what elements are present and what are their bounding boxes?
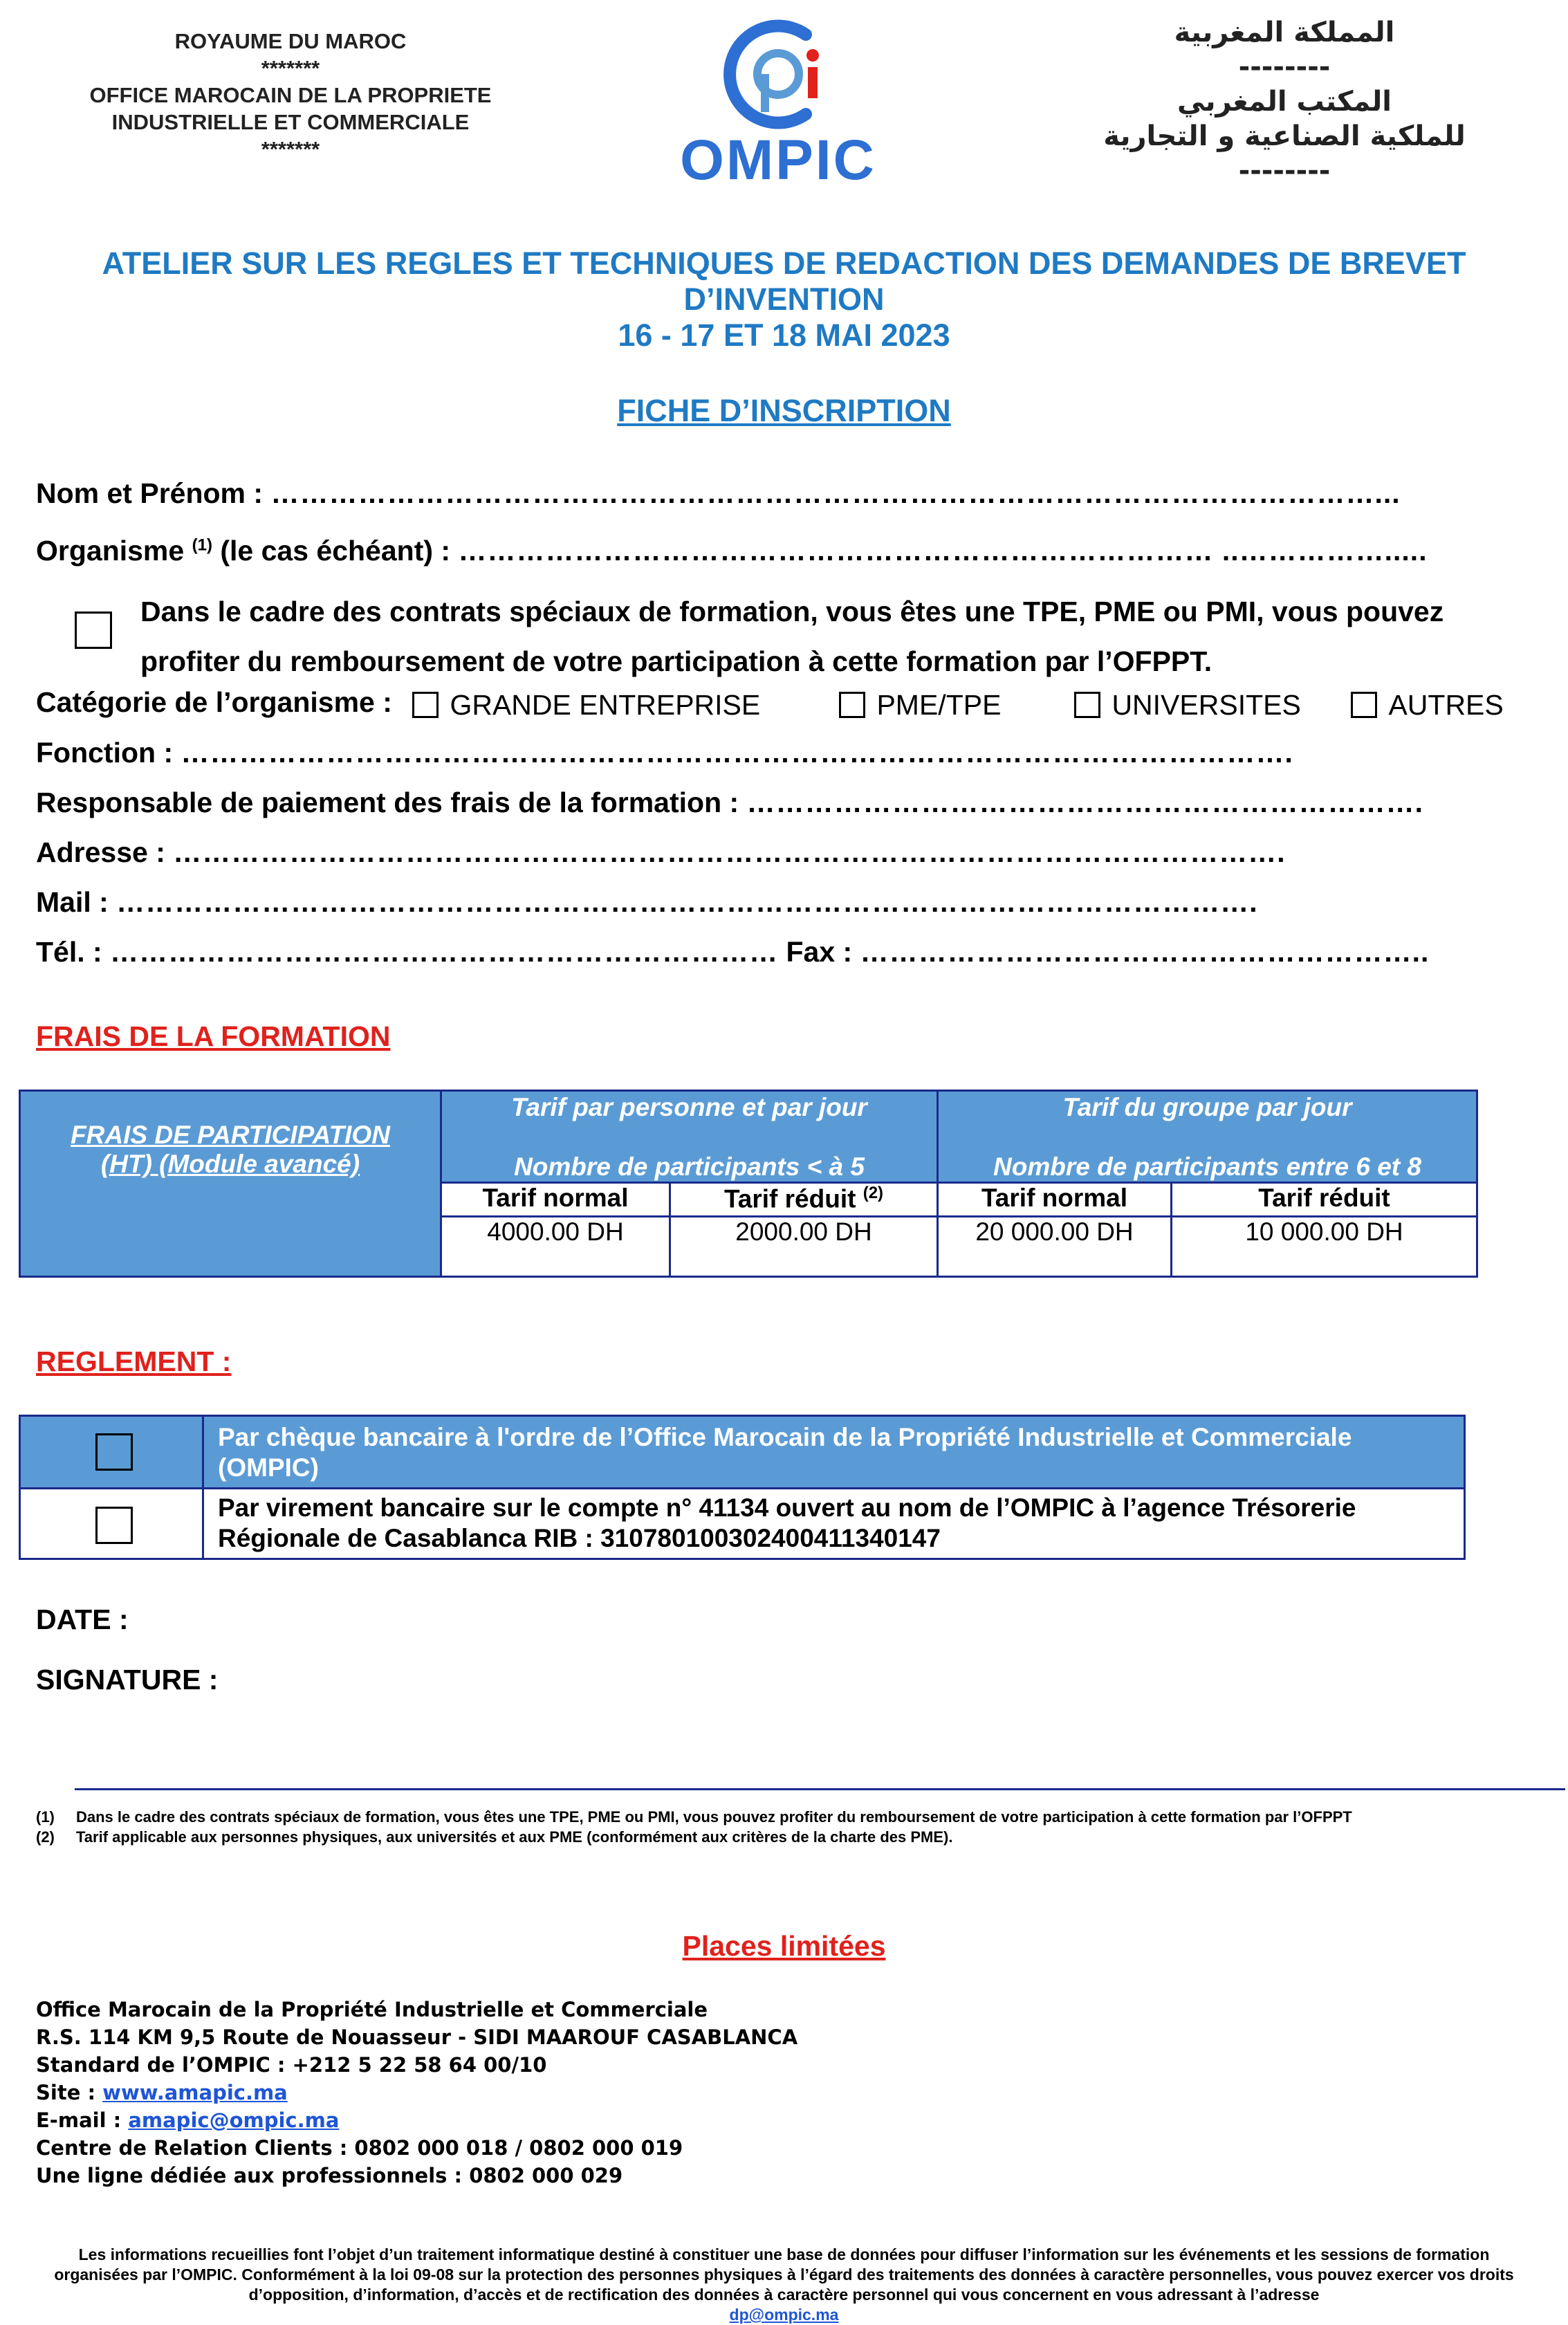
- virement-checkbox[interactable]: [95, 1507, 133, 1544]
- fees-subheader: Tarif normal: [981, 1184, 1128, 1212]
- footnote-item: [36, 1827, 1558, 1847]
- table-divider: [21, 1487, 1464, 1489]
- contact-site-row: [36, 2079, 797, 2106]
- organisme-label-suffix: (le cas échéant) :: [220, 535, 451, 567]
- fees-row-header-cell: [21, 1092, 440, 1276]
- fees-col-header-line: Nombre de participants < à 5: [514, 1152, 865, 1181]
- virement-option-text: Par virement bancaire sur le compte n° 41134 ouvert au nom de l’OMPIC à l’agence Trésorerie Régionale de Casablanca RIB : 310780100302400411340147: [218, 1494, 1356, 1552]
- fees-value: 4000.00 DH: [487, 1217, 624, 1246]
- places-limitees-text: Places limitées: [682, 1930, 886, 1962]
- organisme-row: [36, 535, 1428, 567]
- header-left-line: *******: [261, 56, 320, 80]
- fiche-title: FICHE D’INSCRIPTION: [617, 393, 951, 428]
- table-divider: [440, 1215, 1476, 1217]
- page-title: [55, 246, 1513, 353]
- responsable-row: [36, 787, 1423, 819]
- fax-field[interactable]: …………………………………………………..: [860, 936, 1430, 968]
- fees-col-header-line: Tarif par personne et par jour: [511, 1093, 867, 1121]
- contact-block: [36, 1996, 797, 2189]
- mail-label: Mail :: [36, 886, 109, 918]
- category-option-grande-entreprise[interactable]: [412, 689, 760, 722]
- header-left-line: ROYAUME DU MAROC: [174, 29, 407, 53]
- frais-section-title: FRAIS DE LA FORMATION: [36, 1020, 391, 1052]
- header-right-line: المكتب المغربي: [1177, 86, 1392, 118]
- footnote-divider: [75, 1788, 1565, 1790]
- ompic-logo-icon: [664, 17, 892, 135]
- header-right-arabic: [1070, 15, 1499, 188]
- fax-label: Fax :: [786, 936, 853, 968]
- cheque-option-text: Par chèque bancaire à l'ordre de l’Office Marocain de la Propriété Industrielle et Commerciale (OMPIC): [218, 1423, 1352, 1482]
- cheque-checkbox[interactable]: [95, 1433, 133, 1471]
- footnote-text: Dans le cadre des contrats spéciaux de formation, vous êtes une TPE, PME ou PMI, vous pouvez profiter du remboursement de votre participation à cette formation par l’OFPPT: [76, 1808, 1352, 1826]
- fonction-field[interactable]: …………………………………………………………………………………………………….: [181, 737, 1293, 769]
- fees-col-header-line: Nombre de participants entre 6 et 8: [993, 1152, 1421, 1181]
- signature-label: SIGNATURE :: [36, 1664, 219, 1695]
- category-label: UNIVERSITES: [1112, 689, 1301, 721]
- fees-value: 20 000.00 DH: [975, 1217, 1134, 1246]
- contact-line: Centre de Relation Clients : 0802 000 018 / 0802 000 019: [36, 2136, 683, 2160]
- fiche-heading: [0, 393, 1568, 429]
- header-right-line: للملكية الصناعية و التجارية: [1103, 120, 1466, 152]
- legal-notice: [41, 2245, 1527, 2325]
- category-option-pme-tpe[interactable]: [839, 689, 1001, 722]
- fees-row-header-line: FRAIS DE PARTICIPATION: [71, 1121, 390, 1149]
- title-line: D’INVENTION: [683, 282, 885, 317]
- contact-line: Office Marocain de la Propriété Industrielle et Commerciale: [36, 1998, 708, 2021]
- fees-col-header-personne: [442, 1092, 937, 1184]
- checkbox-autres[interactable]: [1351, 692, 1377, 718]
- fees-value: 10 000.00 DH: [1245, 1217, 1403, 1246]
- fees-col-header-groupe: [939, 1092, 1476, 1184]
- fees-value: 2000.00 DH: [735, 1217, 872, 1246]
- header-right-line: --------: [1238, 51, 1331, 83]
- nom-row: [36, 477, 1401, 510]
- adresse-label: Adresse :: [36, 836, 165, 868]
- fees-table: [19, 1090, 1478, 1278]
- category-label: PME/TPE: [876, 689, 1002, 721]
- dp-email-link[interactable]: dp@ompic.ma: [729, 2306, 839, 2324]
- footnote-ref-1: (1): [192, 535, 212, 555]
- tpe-notice: [140, 587, 1444, 686]
- table-divider: [937, 1092, 939, 1276]
- category-option-autres[interactable]: [1351, 689, 1504, 722]
- footnote-text: Tarif applicable aux personnes physiques, aux universités et aux PME (conformément aux critères de la charte des PME).: [76, 1828, 953, 1846]
- nom-label: Nom et Prénom :: [36, 477, 264, 509]
- date-label: DATE :: [36, 1603, 129, 1635]
- header-right-line: --------: [1238, 155, 1331, 187]
- tel-fax-row: [36, 936, 1429, 968]
- tpe-notice-line: Dans le cadre des contrats spéciaux de formation, vous êtes une TPE, PME ou PMI, vous pouvez: [140, 596, 1444, 627]
- tel-label: Tél. :: [36, 936, 102, 968]
- table-divider: [440, 1092, 442, 1276]
- header-right-line: المملكة المغربية: [1174, 17, 1395, 48]
- category-label: GRANDE ENTREPRISE: [450, 689, 761, 721]
- checkbox-grande-entreprise[interactable]: [412, 692, 439, 718]
- footnote-number: (2): [36, 1828, 55, 1846]
- reglement-table: [19, 1415, 1466, 1560]
- header-left-french: [48, 28, 533, 163]
- mail-row: [36, 886, 1258, 919]
- footnote-item: [36, 1807, 1558, 1827]
- tel-field[interactable]: ……………………………………………………………: [110, 936, 779, 968]
- table-divider: [669, 1184, 671, 1276]
- places-limitees-notice: [0, 1930, 1568, 1963]
- footnote-ref-2: (2): [863, 1184, 884, 1202]
- fees-subheader: Tarif réduit: [1258, 1184, 1390, 1212]
- contact-line: R.S. 114 KM 9,5 Route de Nouasseur - SIDI MAAROUF CASABLANCA: [36, 2025, 798, 2049]
- organisme-field[interactable]: …………………………………………………………………… ..…………….....: [458, 535, 1428, 567]
- contact-line: Une ligne dédiée aux professionnels : 0802 000 029: [36, 2164, 623, 2187]
- legal-text: Les informations recueillies font l’objet d’un traitement informatique destiné à constituer une base de données pour diffuser l’information sur les événements et les sessions de formation organisées par l’OMPIC. Conformément à la loi 09-08 sur la protection des personnes physiques à l’égard des traitements des données à caractère personnelles, vous pouvez exercer vos droits d’opposition, d’information, d’accès et de rectification des données à caractère personnel qui vous concernent en vous adressant à l’adresse: [54, 2245, 1514, 2304]
- fees-subheader-reduit: [671, 1184, 937, 1215]
- checkbox-universites[interactable]: [1074, 692, 1100, 718]
- tpe-checkbox[interactable]: [75, 612, 112, 649]
- logo-wordmark: OMPIC: [680, 129, 876, 192]
- fees-subheader: Tarif normal: [482, 1184, 629, 1212]
- table-divider: [440, 1182, 1476, 1184]
- fonction-label: Fonction :: [36, 737, 174, 769]
- site-link[interactable]: www.amapic.ma: [102, 2081, 288, 2104]
- organisme-label: Organisme: [36, 535, 185, 567]
- header-left-line: *******: [261, 137, 320, 161]
- fees-subheader: Tarif réduit: [723, 1184, 856, 1213]
- fonction-row: [36, 737, 1293, 769]
- category-label: AUTRES: [1388, 689, 1504, 721]
- fees-col-header-line: Tarif du groupe par jour: [1062, 1093, 1352, 1121]
- fees-row-header-line: (HT) (Module avancé): [100, 1150, 360, 1178]
- adresse-field[interactable]: …………………………………………………………………………………………………….: [173, 836, 1286, 868]
- email-link[interactable]: amapic@ompic.ma: [128, 2108, 340, 2132]
- footnote-number: (1): [36, 1808, 55, 1826]
- email-label: E-mail :: [36, 2108, 122, 2132]
- header-left-line: OFFICE MAROCAIN DE LA PROPRIETE: [89, 83, 492, 107]
- table-divider: [1170, 1184, 1172, 1276]
- responsable-field[interactable]: …………………………………………………………….: [746, 787, 1423, 818]
- category-option-universites[interactable]: [1074, 689, 1301, 722]
- responsable-label: Responsable de paiement des frais de la formation :: [36, 787, 739, 818]
- adresse-row: [36, 836, 1286, 869]
- checkbox-pme-tpe[interactable]: [839, 692, 865, 718]
- title-dates: 16 - 17 ET 18 MAI 2023: [618, 318, 950, 353]
- mail-field[interactable]: ……………………………………………………………………………………………………….: [116, 886, 1258, 918]
- reglement-section-title: REGLEMENT :: [36, 1345, 232, 1377]
- categorie-label: Catégorie de l’organisme :: [36, 686, 392, 718]
- contact-line: Standard de l’OMPIC : +212 5 22 58 64 00/10: [36, 2053, 547, 2077]
- header-left-line: INDUSTRIELLE ET COMMERCIALE: [111, 110, 470, 134]
- site-label: Site :: [36, 2081, 96, 2104]
- tpe-notice-line: profiter du remboursement de votre participation à cette formation par l’OFPPT.: [140, 645, 1212, 677]
- footnotes: [36, 1807, 1558, 1847]
- nom-field[interactable]: ……………………………………………………………………………………………………...: [270, 477, 1401, 509]
- contact-email-row: [36, 2106, 797, 2134]
- title-line: ATELIER SUR LES REGLES ET TECHNIQUES DE REDACTION DES DEMANDES DE BREVET: [102, 246, 1466, 281]
- ompic-logo: [664, 17, 892, 192]
